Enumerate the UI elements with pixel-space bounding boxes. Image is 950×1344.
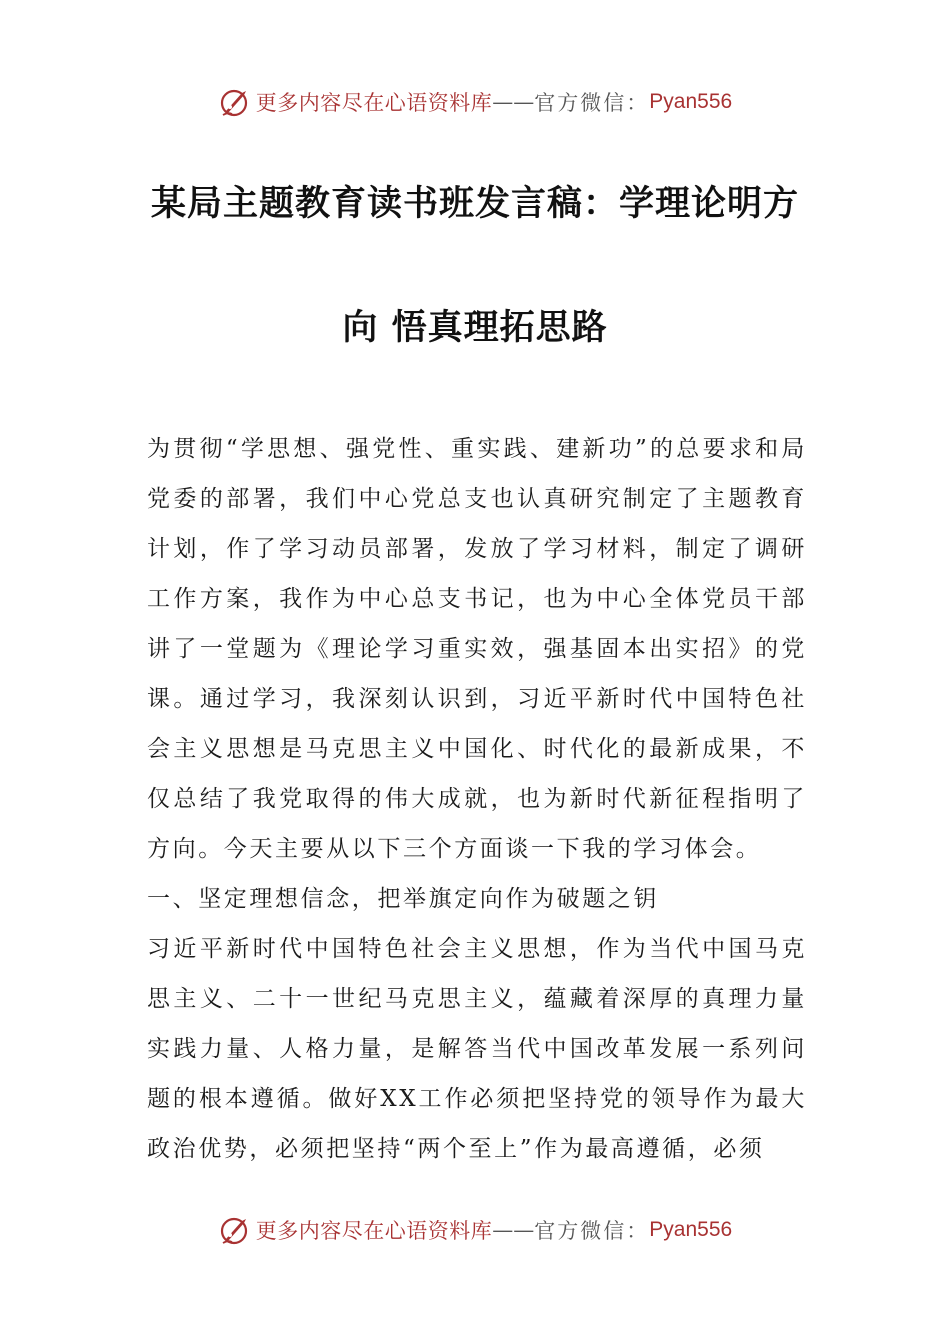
watermark-wechat-label: 官方微信： bbox=[534, 1219, 650, 1243]
watermark-separator: —— bbox=[492, 1218, 535, 1242]
watermark-wechat-label: 官方微信： bbox=[534, 91, 650, 115]
watermark-separator: —— bbox=[492, 90, 535, 114]
header-watermark-banner bbox=[0, 82, 950, 122]
pen-nib-logo-icon bbox=[218, 1213, 252, 1247]
document-title-line1: 某局主题教育读书班发言稿：学理论明方 bbox=[150, 184, 799, 224]
watermark-wechat-id: Pyan556 bbox=[649, 1218, 733, 1241]
intro-paragraph: 为贯彻“学思想、强党性、重实践、建新功”的总要求和局党委的部署，我们中心党总支也认真研究制定了主题教育计划，作了学习动员部署，发放了学习材料，制定了调研工作方案，我作为中心总支书记，也为中心全体党员干部讲了一堂题为《理论学习重实效，强基固本出实招》的党课。通过学习，我深刻认识到，习近平新时代中国特色社会主义思想是马克思主义中国化、时代化的最新成果，不仅总结了我党取得的伟大成就，也为新时代新征程指明了方向。今天主要从以下三个方面谈一下我的学习体会。 bbox=[147, 436, 807, 862]
watermark-brand-text: 更多内容尽在心语资料库 bbox=[255, 91, 493, 115]
watermark-brand-text: 更多内容尽在心语资料库 bbox=[255, 1219, 493, 1243]
document-body bbox=[147, 424, 807, 1174]
pen-nib-logo-icon bbox=[218, 85, 252, 119]
document-title-line2: 向 悟真理拓思路 bbox=[342, 308, 608, 348]
section-1-paragraph: 习近平新时代中国特色社会主义思想，作为当代中国马克思主义、二十一世纪马克思主义，蕴藏着深厚的真理力量实践力量、人格力量，是解答当代中国改革发展一系列问题的根本遵循。做好XX工作必须把坚持党的领导作为最大政治优势，必须把坚持“两个至上”作为最高遵循，必须 bbox=[147, 936, 807, 1162]
watermark-wechat-id: Pyan556 bbox=[649, 90, 733, 113]
footer-watermark-banner bbox=[0, 1210, 950, 1250]
section-heading-1: 一、坚定理想信念，把举旗定向作为破题之钥 bbox=[147, 886, 659, 912]
